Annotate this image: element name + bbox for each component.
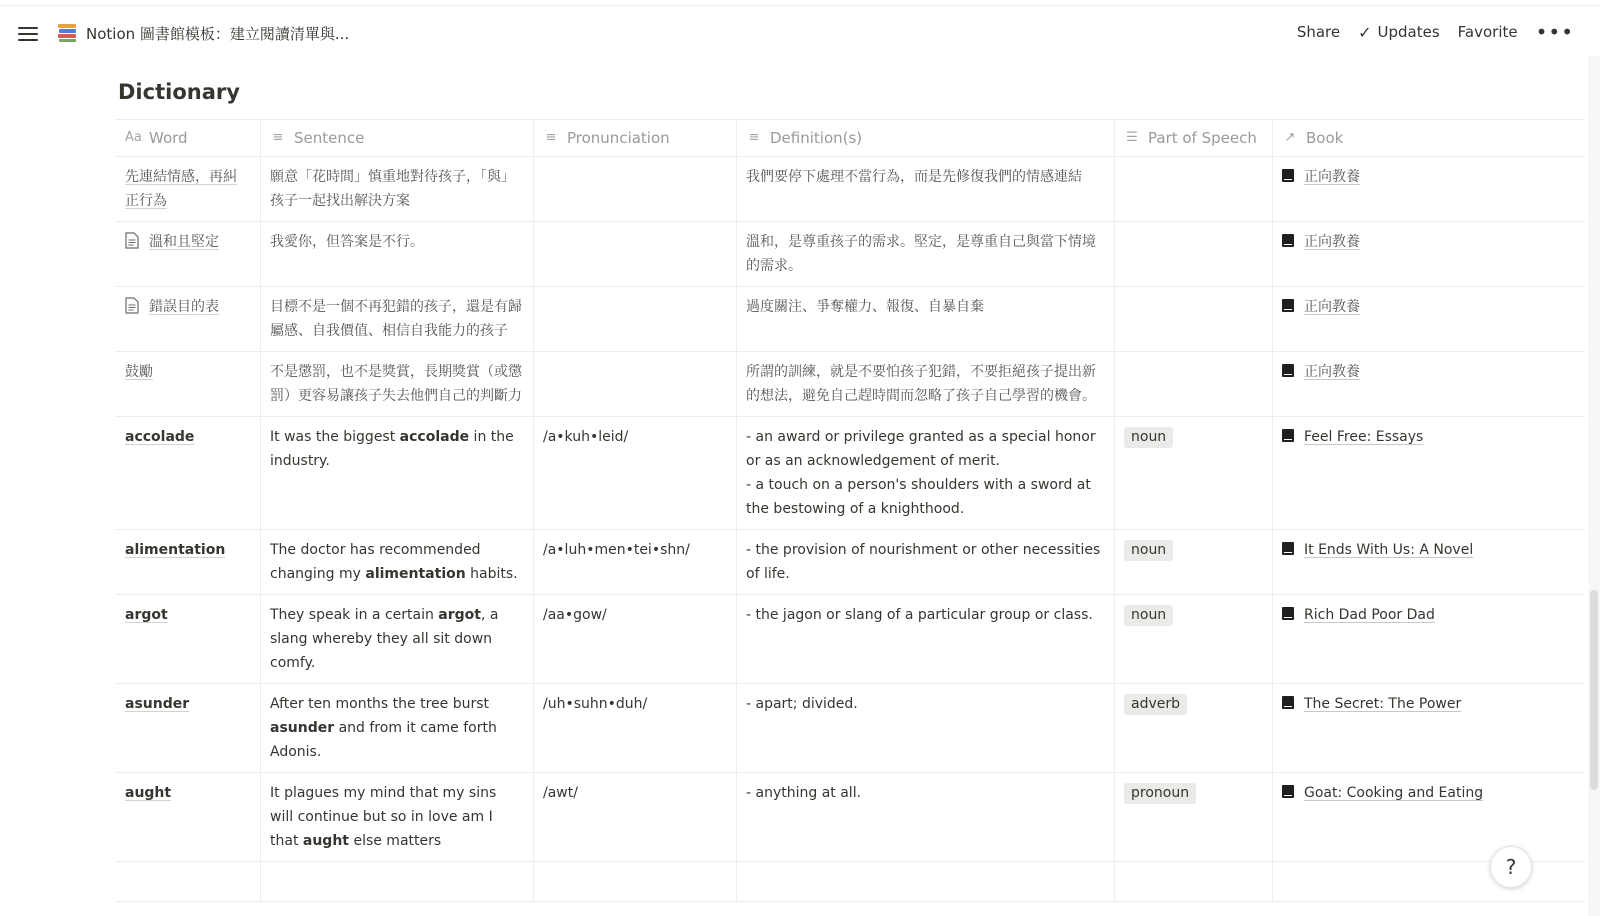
part-of-speech-cell[interactable] — [1115, 287, 1273, 351]
table-row[interactable] — [116, 595, 1585, 684]
part-of-speech-tag: noun — [1124, 605, 1173, 626]
book-icon — [1282, 234, 1294, 247]
books-icon — [56, 22, 78, 44]
book-icon — [1282, 696, 1294, 709]
sentence-cell[interactable] — [261, 773, 534, 861]
highlighted-word: alimentation — [365, 566, 466, 582]
sentence-text: It was the biggest — [270, 429, 400, 445]
scrollbar-track[interactable] — [1588, 56, 1600, 916]
pronunciation-cell[interactable] — [534, 222, 737, 286]
part-of-speech-tag: noun — [1124, 427, 1173, 448]
sentence-text: The doctor has recommended changing my — [270, 542, 481, 582]
column-header-pronunciation[interactable] — [534, 120, 737, 156]
sentence-text: else matters — [349, 833, 442, 849]
part-of-speech-tag: adverb — [1124, 694, 1187, 715]
top-actions — [1279, 22, 1574, 42]
table-row[interactable] — [116, 287, 1585, 352]
definition-line: - an award or privilege granted as a special honor or as an acknowledgement of merit. — [746, 429, 1096, 469]
table-row[interactable] — [116, 222, 1585, 287]
part-of-speech-tag: noun — [1124, 540, 1173, 561]
book-cell[interactable] — [1273, 287, 1585, 351]
word-cell[interactable] — [116, 287, 261, 351]
word-cell[interactable] — [116, 684, 261, 772]
column-header-label: Word — [149, 129, 188, 147]
definition-line: 所謂的訓練，就是不要怕孩子犯錯，不要拒絕孩子提出新的想法，避免自己趕時間而忽略了孩子自己學習的機會。 — [746, 364, 1096, 404]
pronunciation-cell[interactable]: /aa•gow/ — [534, 595, 737, 683]
sentence-text: and from it came forth Adonis. — [270, 720, 497, 760]
sentence-text: 我愛你，但答案是不行。 — [270, 234, 424, 250]
book-cell[interactable] — [1273, 222, 1585, 286]
sentence-text: , a slang whereby they all sit down comfy. — [270, 607, 499, 671]
word-link[interactable]: asunder — [125, 696, 190, 712]
book-cell[interactable] — [1273, 157, 1585, 221]
page-document-icon — [125, 297, 139, 314]
sentence-text: in the industry. — [270, 429, 514, 469]
part-of-speech-tag: pronoun — [1124, 783, 1196, 804]
sentence-cell[interactable] — [261, 595, 534, 683]
sentence-text: After ten months the tree burst — [270, 696, 490, 712]
definition-cell[interactable] — [737, 530, 1115, 594]
relation-arrow-icon: ↗ — [1284, 130, 1296, 145]
book-link[interactable]: 正向教養 — [1304, 234, 1360, 250]
book-link[interactable]: The Secret: The Power — [1304, 696, 1462, 712]
book-link[interactable]: Feel Free: Essays — [1304, 429, 1424, 445]
highlighted-word: aught — [302, 833, 349, 849]
pronunciation-cell[interactable]: /a•kuh•leid/ — [534, 417, 737, 529]
word-cell[interactable] — [116, 530, 261, 594]
sentence-cell[interactable] — [261, 157, 534, 221]
top-divider — [0, 0, 1600, 6]
empty-cell — [534, 862, 737, 901]
word-link[interactable]: 錯誤目的表 — [149, 299, 219, 315]
word-link[interactable]: argot — [125, 607, 168, 623]
column-header-book[interactable] — [1273, 120, 1585, 156]
sentence-cell[interactable] — [261, 222, 534, 286]
book-icon — [1282, 299, 1294, 312]
column-header-sentence[interactable] — [261, 120, 534, 156]
book-cell[interactable] — [1273, 595, 1585, 683]
book-link[interactable]: Rich Dad Poor Dad — [1304, 607, 1435, 623]
highlighted-word: argot — [438, 607, 481, 623]
definition-cell[interactable] — [737, 417, 1115, 529]
help-button[interactable]: ? — [1490, 846, 1532, 888]
pronunciation-cell[interactable] — [534, 287, 737, 351]
book-cell[interactable] — [1273, 684, 1585, 772]
word-link[interactable]: 溫和且堅定 — [149, 234, 219, 250]
table-row[interactable] — [116, 530, 1585, 595]
scrollbar-thumb[interactable] — [1590, 590, 1598, 790]
pronunciation-cell[interactable]: /awt/ — [534, 773, 737, 861]
book-icon — [1282, 785, 1294, 798]
word-link[interactable]: aught — [125, 785, 172, 801]
part-of-speech-cell[interactable] — [1115, 222, 1273, 286]
book-icon — [1282, 607, 1294, 620]
sentence-text: It plagues my mind that my sins will continue but so in love am I that — [270, 785, 497, 849]
word-link[interactable]: 鼓勵 — [125, 364, 153, 380]
word-cell[interactable] — [116, 595, 261, 683]
sentence-text: 目標不是一個不再犯錯的孩子，還是有歸屬感、自我價值、相信自我能力的孩子 — [270, 299, 522, 339]
table-row[interactable] — [116, 684, 1585, 773]
pronunciation-cell[interactable]: /a•luh•men•tei•shn/ — [534, 530, 737, 594]
text-lines-icon: ≡ — [748, 130, 760, 145]
highlighted-word: asunder — [270, 720, 335, 736]
table-header — [116, 119, 1585, 157]
definition-line: - a touch on a person's shoulders with a sword at the bestowing of a knighthood. — [746, 477, 1091, 517]
favorite-button[interactable]: Favorite — [1457, 23, 1518, 41]
highlighted-word: accolade — [399, 429, 470, 445]
column-header-part-of-speech[interactable] — [1115, 120, 1273, 156]
sentence-text: They speak in a certain — [270, 607, 439, 623]
part-of-speech-cell[interactable] — [1115, 684, 1273, 772]
pronunciation-cell[interactable] — [534, 157, 737, 221]
text-lines-icon: ≡ — [545, 130, 557, 145]
empty-cell — [737, 862, 1115, 901]
book-cell[interactable] — [1273, 417, 1585, 529]
column-header-label: Sentence — [294, 129, 365, 147]
table-row[interactable] — [116, 773, 1585, 862]
part-of-speech-cell[interactable] — [1115, 352, 1273, 416]
book-link[interactable]: 正向教養 — [1304, 299, 1360, 315]
breadcrumb[interactable]: Notion 圖書館模板：建立閱讀清單與... — [86, 25, 350, 43]
definition-cell[interactable] — [737, 595, 1115, 683]
empty-cell — [1273, 862, 1585, 901]
definition-cell[interactable] — [737, 287, 1115, 351]
sentence-text: habits. — [465, 566, 518, 582]
part-of-speech-cell[interactable] — [1115, 417, 1273, 529]
definition-line: - the jagon or slang of a particular group or class. — [746, 607, 1093, 623]
word-cell[interactable] — [116, 157, 261, 221]
topbar — [0, 10, 1600, 56]
word-link[interactable]: alimentation — [125, 542, 226, 558]
updates-button[interactable] — [1358, 23, 1440, 42]
word-link[interactable]: 先連結情感，再糾正行為 — [125, 169, 237, 209]
book-cell[interactable] — [1273, 773, 1585, 861]
column-header-label: Part of Speech — [1148, 129, 1257, 147]
word-cell[interactable] — [116, 417, 261, 529]
table-row[interactable] — [116, 157, 1585, 222]
sentence-cell[interactable] — [261, 287, 534, 351]
updates-label: Updates — [1377, 23, 1440, 41]
dictionary-table — [116, 119, 1585, 916]
book-link[interactable]: 正向教養 — [1304, 364, 1360, 380]
database-title[interactable]: Dictionary — [118, 80, 240, 104]
definition-line: - apart; divided. — [746, 696, 858, 712]
book-cell[interactable] — [1273, 352, 1585, 416]
sentence-cell[interactable] — [261, 684, 534, 772]
pronunciation-cell[interactable] — [534, 352, 737, 416]
pronunciation-cell[interactable]: /uh•suhn•duh/ — [534, 684, 737, 772]
column-header-definition-s[interactable] — [737, 120, 1115, 156]
sentence-cell[interactable] — [261, 352, 534, 416]
empty-cell — [116, 862, 261, 901]
book-cell[interactable] — [1273, 530, 1585, 594]
part-of-speech-cell[interactable] — [1115, 773, 1273, 861]
more-options-icon[interactable]: ••• — [1535, 20, 1574, 44]
book-icon — [1282, 542, 1294, 555]
word-link[interactable]: accolade — [125, 429, 195, 445]
share-button[interactable]: Share — [1296, 23, 1341, 41]
title-property-icon: Aa — [125, 130, 142, 145]
book-link[interactable]: Goat: Cooking and Eating — [1304, 785, 1484, 801]
word-cell[interactable] — [116, 222, 261, 286]
definition-cell[interactable] — [737, 157, 1115, 221]
table-row[interactable] — [116, 417, 1585, 530]
definition-line: - anything at all. — [746, 785, 862, 801]
word-cell[interactable] — [116, 773, 261, 861]
book-link[interactable]: 正向教養 — [1304, 169, 1360, 185]
column-header-word[interactable] — [116, 120, 261, 156]
empty-cell — [261, 862, 534, 901]
definition-line: 我們要停下處理不當行為，而是先修復我們的情感連結 — [746, 169, 1082, 185]
column-header-label: Book — [1306, 129, 1344, 147]
book-link[interactable]: It Ends With Us: A Novel — [1304, 542, 1474, 558]
list-icon: ☰ — [1126, 130, 1138, 145]
text-lines-icon: ≡ — [272, 130, 284, 145]
definition-line: - the provision of nourishment or other necessities of life. — [746, 542, 1101, 582]
definition-cell[interactable] — [737, 684, 1115, 772]
column-header-label: Definition(s) — [770, 129, 863, 147]
part-of-speech-cell[interactable] — [1115, 530, 1273, 594]
sentence-cell[interactable] — [261, 530, 534, 594]
check-icon: ✓ — [1358, 22, 1372, 42]
sentence-text: 願意「花時間」慎重地對待孩子，「與」孩子一起找出解決方案 — [270, 169, 515, 209]
definition-line: 過度關注、爭奪權力、報復、自暴自棄 — [746, 299, 984, 315]
book-icon — [1282, 169, 1294, 182]
sentence-cell[interactable] — [261, 417, 534, 529]
table-row[interactable] — [116, 352, 1585, 417]
sentence-text: 不是懲罰，也不是獎賞，長期獎賞（或懲罰）更容易讓孩子失去他們自己的判斷力 — [270, 364, 522, 404]
table-row-partial[interactable] — [116, 862, 1585, 902]
column-header-label: Pronunciation — [567, 129, 670, 147]
book-icon — [1282, 364, 1294, 377]
definition-cell[interactable] — [737, 222, 1115, 286]
definition-cell[interactable] — [737, 352, 1115, 416]
empty-cell — [1115, 862, 1273, 901]
sidebar-menu-icon[interactable] — [16, 22, 40, 46]
definition-cell[interactable] — [737, 773, 1115, 861]
book-icon — [1282, 429, 1294, 442]
page-document-icon — [125, 232, 139, 249]
word-cell[interactable] — [116, 352, 261, 416]
part-of-speech-cell[interactable] — [1115, 157, 1273, 221]
definition-line: 溫和，是尊重孩子的需求。堅定，是尊重自己與當下情境的需求。 — [746, 234, 1096, 274]
part-of-speech-cell[interactable] — [1115, 595, 1273, 683]
